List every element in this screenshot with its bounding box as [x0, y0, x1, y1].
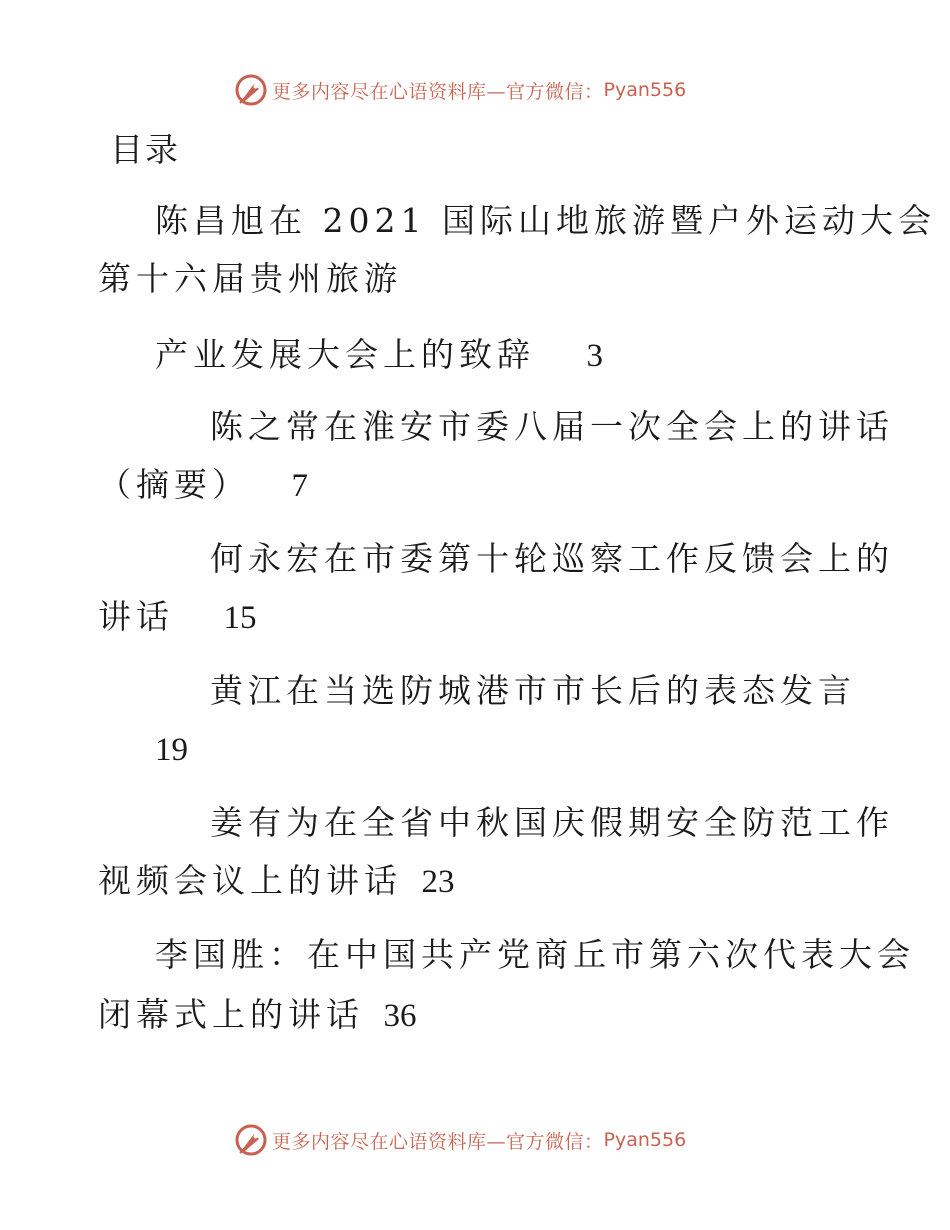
toc-entry-4-page: 19 [155, 732, 188, 768]
toc-entry-5-page: 23 [421, 864, 455, 900]
toc-entry-4-title: 黄江在当选防城港市市长后的表态发言 [210, 671, 856, 710]
toc-entry-1-line1 [155, 201, 936, 241]
footer-watermark [234, 1122, 686, 1158]
toc-entry-1-title-part1: 陈昌旭在 2021 国际山地旅游暨户外运动大会 [155, 201, 936, 240]
toc-entry-4-line1 [210, 671, 856, 711]
toc-entry-5-line2 [98, 861, 455, 902]
toc-entry-3-title-part2: 讲话 [98, 597, 174, 636]
toc-entry-2-page: 7 [291, 468, 308, 504]
toc-entry-6-line1 [155, 935, 915, 975]
watermark-wechat-id: Pyan556 [603, 1129, 687, 1151]
toc-entry-5-title-part2: 视频会议上的讲话 [98, 861, 402, 900]
toc-entry-6-line2 [98, 995, 417, 1036]
toc-entry-2-line1 [210, 407, 894, 447]
toc-entry-5-line1 [210, 803, 894, 843]
watermark-text: 更多内容尽在心语资料库—官方微信： [272, 80, 604, 103]
toc-entry-2-title-part1: 陈之常在淮安市委八届一次全会上的讲话 [210, 407, 894, 446]
toc-entry-3-title-part1: 何永宏在市委第十轮巡察工作反馈会上的 [210, 539, 894, 578]
toc-entry-1-page: 3 [586, 338, 603, 374]
toc-entry-5-title-part1: 姜有为在全省中秋国庆假期安全防范工作 [210, 803, 894, 842]
pen-nib-logo-icon [234, 1123, 268, 1157]
toc-entry-1-line2: 第十六届贵州旅游 [98, 259, 402, 298]
toc-entry-6-title-part2: 闭幕式上的讲话 [98, 995, 364, 1034]
watermark-wechat-id: Pyan556 [603, 79, 687, 101]
toc-entry-3-line1 [210, 539, 894, 579]
toc-title: 目录 [110, 130, 180, 169]
watermark-text: 更多内容尽在心语资料库—官方微信： [272, 1130, 604, 1153]
toc-entry-3-page: 15 [223, 600, 257, 636]
toc-entry-1-title-part2: 产业发展大会上的致辞 [155, 335, 535, 374]
toc-entry-2-line2 [98, 465, 308, 506]
toc-entry-2-title-part2: （摘要） [98, 465, 250, 504]
pen-nib-logo-icon [234, 73, 268, 107]
toc-entry-1-line3 [155, 335, 603, 376]
toc-entry-4-line2 [155, 729, 188, 770]
toc-entry-6-page: 36 [383, 998, 417, 1034]
toc-entry-3-line2 [98, 597, 257, 638]
header-watermark [234, 72, 686, 108]
toc-entry-6-title-part1: 李国胜：在中国共产党商丘市第六次代表大会 [155, 935, 915, 974]
